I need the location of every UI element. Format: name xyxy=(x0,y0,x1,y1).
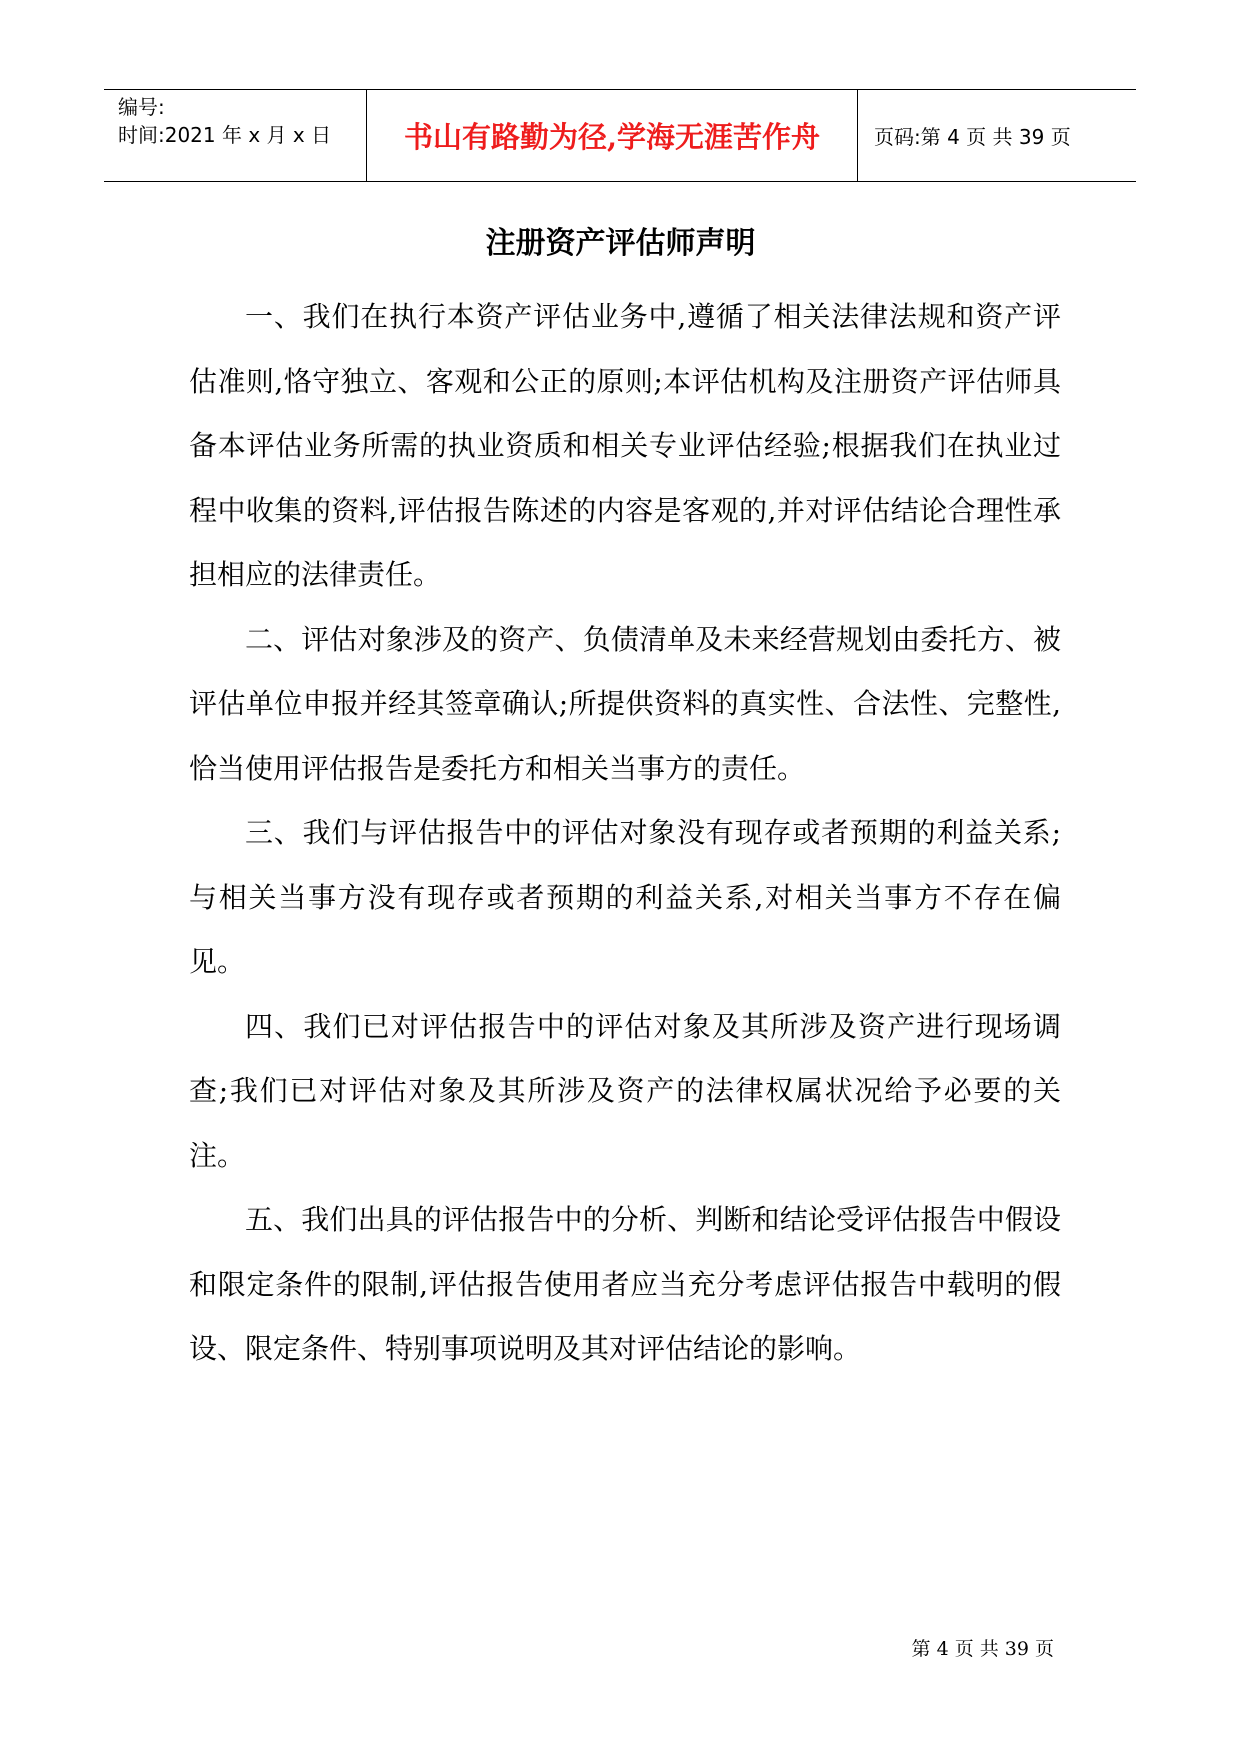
header-page-cell xyxy=(858,90,1136,181)
paragraph-1: 一、我们在执行本资产评估业务中,遵循了相关法律法规和资产评估准则,恪守独立、客观和公正的原则;本评估机构及注册资产评估师具备本评估业务所需的执业资质和相关专业评估经验;根据我们在执业过程中收集的资料,评估报告陈述的内容是客观的,并对评估结论合理性承担相应的法律责任。 xyxy=(189,300,1061,591)
paragraph-5: 五、我们出具的评估报告中的分析、判断和结论受评估报告中假设和限定条件的限制,评估报告使用者应当充分考虑评估报告中载明的假设、限定条件、特别事项说明及其对评估结论的影响。 xyxy=(189,1203,1061,1365)
paragraph-2: 二、评估对象涉及的资产、负债清单及未来经营规划由委托方、被评估单位申报并经其签章确认;所提供资料的真实性、合法性、完整性,恰当使用评估报告是委托方和相关当事方的责任。 xyxy=(189,622,1061,785)
paragraph-4: 四、我们已对评估报告中的评估对象及其所涉及资产进行现场调查;我们已对评估对象及其所涉及资产的法律权属状况给予必要的关注。 xyxy=(189,1009,1061,1172)
document-body xyxy=(189,285,1061,1382)
page-footer: 第 4 页 共 39 页 xyxy=(911,1638,1054,1660)
header-page-number: 页码:第 4 页 共 39 页 xyxy=(874,125,1071,149)
paragraph-3: 三、我们与评估报告中的评估对象没有现存或者预期的利益关系;与相关当事方没有现存或者预期的利益关系,对相关当事方不存在偏见。 xyxy=(189,816,1061,978)
page-title: 注册资产评估师声明 xyxy=(485,226,756,261)
header-motto-cell xyxy=(367,90,858,181)
page-header xyxy=(104,89,1136,182)
header-meta xyxy=(104,90,367,181)
document-number-label: 编号: xyxy=(118,95,165,119)
header-motto: 书山有路勤为径,学海无涯苦作舟 xyxy=(403,120,821,154)
document-time-label: 时间:2021 年 x 月 x 日 xyxy=(118,123,332,147)
